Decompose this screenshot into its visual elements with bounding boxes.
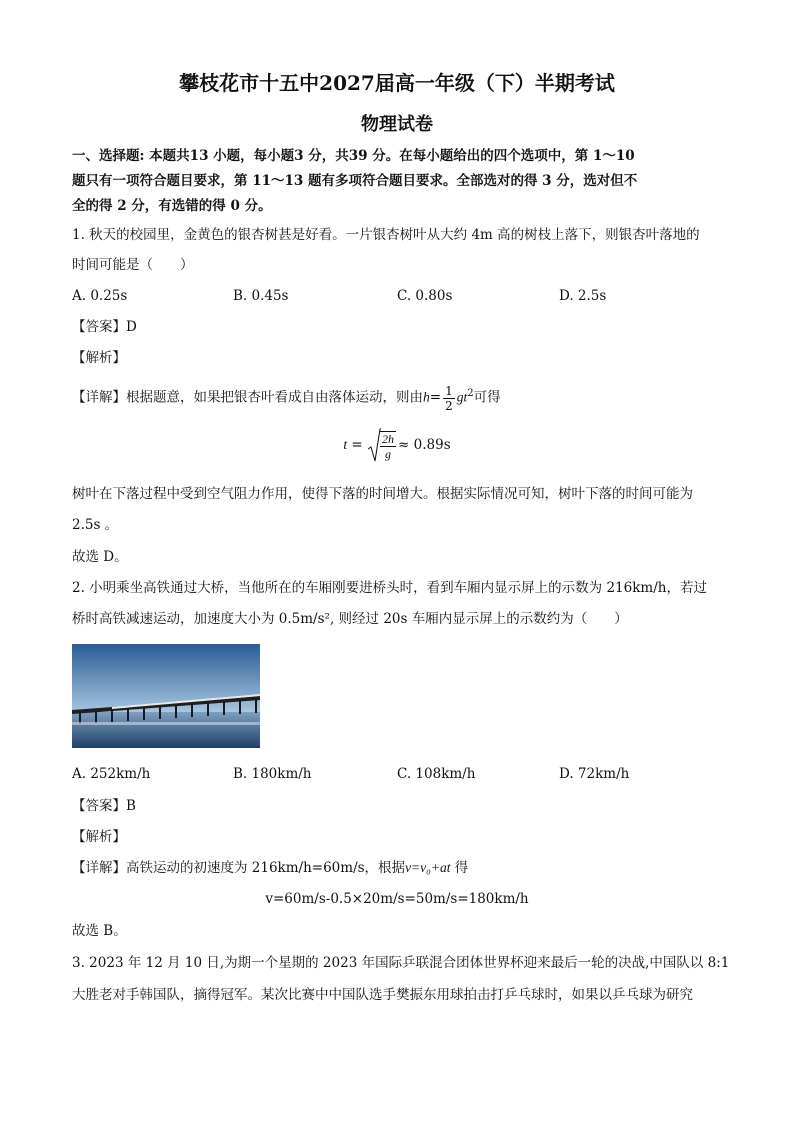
detail-text: 得 — [450, 860, 469, 876]
formula-term: gt — [456, 389, 468, 405]
equation-result: ≈ 0.89s — [398, 437, 451, 453]
question-2-equation: v=60m/s-0.5×20m/s=50m/s=180km/h — [265, 891, 529, 907]
question-2-stem: 桥时高铁减速运动，加速度大小为 0.5m/s², 则经过 20s 车厢内显示屏上的示数约为（ ） — [72, 611, 628, 627]
question-1-option-a: A. 0.25s — [72, 288, 128, 304]
section-intro-line: 题只有一项符合题目要求，第 11～13 题有多项符合题目要求。全部选对的得 3 分，选对但不 — [72, 173, 638, 189]
question-1-explanation: 2.5s 。 — [72, 517, 119, 533]
question-3-stem: 3. 2023 年 12 月 10 日,为期一个星期的 2023 年国际乒联混合团体世界杯迎来最后一轮的决战,中国队以 8:1 — [72, 955, 730, 971]
question-1-option-b: B. 0.45s — [233, 288, 289, 304]
square-root — [367, 425, 398, 467]
formula-fraction — [443, 384, 455, 413]
question-1-answer: 【答案】D — [72, 319, 137, 335]
question-1-option-c: C. 0.80s — [397, 288, 453, 304]
page-title: 攀枝花市十五中2027届高一年级（下）半期考试 — [179, 71, 615, 95]
page-subtitle: 物理试卷 — [361, 114, 433, 135]
section-intro-line: 一、选择题: 本题共13 小题，每小题3 分，共39 分。在每小题给出的四个选项中，第 1～10 — [72, 148, 635, 164]
section-intro-line: 全的得 2 分，有选错的得 0 分。 — [72, 198, 272, 214]
detail-text: 【详解】高铁运动的初速度为 216km/h=60m/s，根据 — [72, 860, 406, 876]
bridge-photo-image — [72, 644, 260, 748]
question-1-equation — [0, 424, 794, 467]
question-2-option-c: C. 108km/h — [397, 766, 476, 782]
fraction-numerator: 2h — [382, 432, 395, 446]
formula-variable: h — [423, 389, 430, 405]
question-1-explanation: 树叶在下落过程中受到空气阻力作用，使得下落的时间增大。根据实际情况可知，树叶下落的时间可能为 — [72, 486, 693, 502]
formula: v=v₀+at — [405, 860, 451, 875]
equation-equals: = — [347, 437, 368, 453]
question-2-option-a: A. 252km/h — [72, 766, 151, 782]
detail-text: 【详解】根据题意，如果把银杏叶看成自由落体运动，则由 — [72, 389, 423, 406]
question-2-analysis-label: 【解析】 — [72, 829, 126, 845]
bridge-train-photo — [72, 644, 260, 748]
question-3-stem: 大胜老对手韩国队，摘得冠军。某次比赛中中国队选手樊振东用球拍击打乒乓球时，如果以乒乓球为研究 — [72, 987, 693, 1003]
question-1-conclusion: 故选 D。 — [72, 549, 128, 565]
question-1-detail — [72, 376, 501, 416]
sqrt-fraction — [380, 431, 396, 461]
detail-text: 可得 — [473, 389, 501, 406]
question-1-stem: 时间可能是（ ） — [72, 257, 194, 273]
formula-equals: = — [429, 389, 442, 406]
question-2-stem: 2. 小明乘坐高铁通过大桥，当他所在的车厢刚要进桥头时，看到车厢内显示屏上的示数为 216km/h，若过 — [72, 580, 707, 596]
question-2-option-b: B. 180km/h — [233, 766, 312, 782]
equation-variable: t — [343, 437, 348, 452]
radical-sign-icon — [367, 427, 381, 465]
fraction-numerator: 1 — [445, 383, 453, 398]
question-1-analysis-label: 【解析】 — [72, 350, 126, 366]
question-1-stem: 1. 秋天的校园里，金黄色的银杏树甚是好看。一片银杏树叶从大约 4m 高的树枝上落下，则银杏叶落地的 — [72, 227, 700, 243]
question-2-answer: 【答案】B — [72, 798, 136, 814]
fraction-denominator: 2 — [445, 398, 453, 413]
question-2-detail — [72, 858, 468, 878]
question-1-option-d: D. 2.5s — [559, 288, 607, 304]
formula-exponent: 2 — [467, 388, 474, 399]
question-2-conclusion: 故选 B。 — [72, 923, 127, 939]
question-2-option-d: D. 72km/h — [559, 766, 630, 782]
fraction-denominator: g — [385, 447, 392, 461]
